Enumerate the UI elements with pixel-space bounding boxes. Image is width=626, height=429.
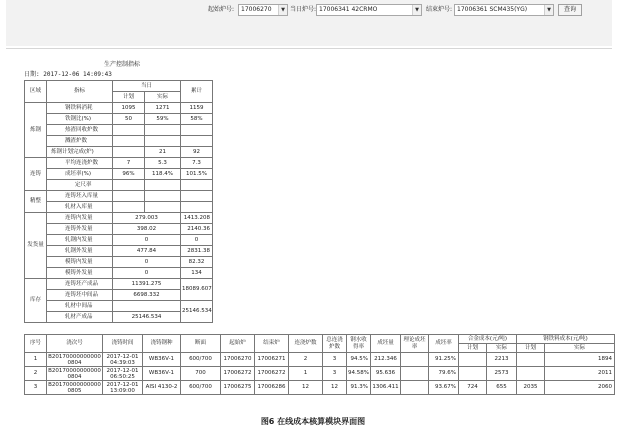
plan-value <box>113 191 145 202</box>
table-row <box>25 246 213 257</box>
cumulative-value: 18089.607 <box>181 279 213 301</box>
seq-cell: 1 <box>25 353 47 367</box>
divider <box>6 48 612 49</box>
header-today: 当日 <box>113 81 181 92</box>
indicator-name: 轧钢外发量 <box>47 246 113 257</box>
first-heats-cell: 3 <box>323 353 347 367</box>
refr-plan-cell <box>517 367 545 381</box>
table-row <box>25 125 213 136</box>
billet-rate-cell: 91.25% <box>429 353 459 367</box>
order-cell: B20170000000000 0804 <box>48 367 101 380</box>
area-cell: 连铸 <box>25 158 47 191</box>
plan-value <box>113 136 145 147</box>
today-value: 6698.332 <box>113 290 181 301</box>
header-refr-cost: 钢铁料成本(元/吨) <box>517 335 615 344</box>
end-cell: 17006286 <box>255 381 289 395</box>
date-label: 日期: <box>24 71 40 78</box>
chevron-down-icon[interactable]: ▼ <box>544 5 553 15</box>
casting-detail-table <box>24 334 615 395</box>
header-cumulative: 累计 <box>181 81 213 103</box>
indicator-name: 轧材中间品 <box>47 301 113 312</box>
indicator-name: 连铸内发量 <box>47 213 113 224</box>
indicator-name: 模铸内发量 <box>47 257 113 268</box>
actual-value: 59% <box>145 114 181 125</box>
table-row <box>25 213 213 224</box>
indicator-name: 轧材入库量 <box>47 202 113 213</box>
theory-rate-cell <box>401 381 429 395</box>
order-cell: B20170000000000 0805 <box>48 381 101 394</box>
today-value <box>113 301 181 312</box>
indicator-name: 连铸外发量 <box>47 224 113 235</box>
indicator-name: 平均连浇炉数 <box>47 158 113 169</box>
actual-value <box>145 191 181 202</box>
area-cell: 发货量 <box>25 213 47 279</box>
cumulative-value: 58% <box>181 114 213 125</box>
table-row <box>25 103 213 114</box>
header-area: 区域 <box>25 81 47 103</box>
table-row[interactable] <box>25 353 615 367</box>
theory-rate-cell <box>401 353 429 367</box>
first-heats-cell: 3 <box>323 367 347 381</box>
today-value: 477.84 <box>113 246 181 257</box>
heats-cell: 12 <box>289 381 323 395</box>
section-cell: 700 <box>181 367 221 381</box>
header-start: 起始炉 <box>221 335 255 353</box>
billet-qty-cell: 1306.411 <box>371 381 401 395</box>
table-row <box>25 136 213 147</box>
cumulative-value: 1413.208 <box>181 213 213 224</box>
table-row <box>25 169 213 180</box>
indicator-name: 连铸坯入库量 <box>47 191 113 202</box>
cumulative-value <box>181 202 213 213</box>
end-heat-value: 17006361 SCM435(YG) <box>457 6 528 13</box>
grade-cell: WB36V-1 <box>143 353 181 367</box>
plan-value: 96% <box>113 169 145 180</box>
indicator-name: 溅渣炉数 <box>47 136 113 147</box>
indicator-name: 连铸坯中间品 <box>47 290 113 301</box>
indicator-name: 炼钢计划完成(炉) <box>47 147 113 158</box>
cumulative-value: 25146.534 <box>181 301 213 323</box>
indicator-name: 定尺率 <box>47 180 113 191</box>
actual-value: 118.4% <box>145 169 181 180</box>
table-row <box>25 268 213 279</box>
cumulative-value: 134 <box>181 268 213 279</box>
plan-value <box>113 147 145 158</box>
indicator-name: 轧材产成品 <box>47 312 113 323</box>
cumulative-value <box>181 191 213 202</box>
today-value: 25146.534 <box>113 312 181 323</box>
refr-actual-cell: 1894 <box>545 353 615 367</box>
header-yield-ratio: 钢水收得率 <box>347 335 371 353</box>
figure-caption: 图6 在线成本核算模块界面图 <box>260 417 366 426</box>
end-heat-label: 结束炉号: <box>426 6 453 13</box>
alloy-actual-cell: 2573 <box>487 367 517 381</box>
heats-cell: 1 <box>289 367 323 381</box>
header-billet-qty: 成坯量 <box>371 335 401 353</box>
cumulative-value: 92 <box>181 147 213 158</box>
actual-value <box>145 180 181 191</box>
header-end: 结束炉 <box>255 335 289 353</box>
date-row <box>24 71 112 79</box>
cumulative-value: 0 <box>181 235 213 246</box>
actual-value: 1271 <box>145 103 181 114</box>
header-grade: 浇铸钢种 <box>143 335 181 353</box>
table-row[interactable] <box>25 381 615 395</box>
header-theory-rate: 理论成坯率 <box>401 335 429 353</box>
seq-cell: 2 <box>25 367 47 381</box>
cumulative-value: 2140.36 <box>181 224 213 235</box>
actual-value <box>145 136 181 147</box>
billet-qty-cell: 95.636 <box>371 367 401 381</box>
filter-bar <box>6 0 612 46</box>
alloy-plan-cell <box>459 367 487 381</box>
today-value: 279.003 <box>113 213 181 224</box>
refr-actual-cell: 2060 <box>545 381 615 395</box>
today-value: 398.02 <box>113 224 181 235</box>
header-order: 浇次号 <box>47 335 103 353</box>
start-cell: 17006272 <box>221 367 255 381</box>
end-cell: 17006272 <box>255 367 289 381</box>
plan-value <box>113 202 145 213</box>
theory-rate-cell <box>401 367 429 381</box>
current-heat-label: 当日炉号: <box>290 6 317 13</box>
plan-value <box>113 180 145 191</box>
heats-cell: 2 <box>289 353 323 367</box>
section-cell: 600/700 <box>181 353 221 367</box>
actual-value <box>145 202 181 213</box>
time-cell: 2017-12-01 04:39:03 <box>103 353 143 367</box>
table-row <box>25 158 213 169</box>
alloy-plan-cell <box>459 353 487 367</box>
grade-cell: WB36V-1 <box>143 367 181 381</box>
header-time: 浇铸时间 <box>103 335 143 353</box>
time-cell: 2017-12-01 06:50:25 <box>103 367 143 381</box>
start-cell: 17006275 <box>221 381 255 395</box>
header-plan: 计划 <box>113 92 145 103</box>
section-cell: 600/700 <box>181 381 221 395</box>
table-row <box>25 191 213 202</box>
header-billet-rate: 成坯率 <box>429 335 459 353</box>
header-heats: 连浇炉数 <box>289 335 323 353</box>
start-heat-select[interactable] <box>238 4 288 16</box>
header-alloy-plan: 计划 <box>459 344 487 353</box>
panel-title: 生产控制指标 <box>104 61 141 68</box>
area-cell: 库存 <box>25 279 47 323</box>
today-value: 11391.275 <box>113 279 181 290</box>
indicator-name: 热渣回收炉数 <box>47 125 113 136</box>
actual-value: 5.3 <box>145 158 181 169</box>
header-alloy-cost: 合金成本(元/吨) <box>459 335 517 344</box>
refr-plan-cell <box>517 353 545 367</box>
cumulative-value: 82.32 <box>181 257 213 268</box>
actual-value <box>145 125 181 136</box>
end-heat-select[interactable] <box>454 4 554 16</box>
query-button[interactable]: 查询 <box>558 4 582 16</box>
header-refr-plan: 计划 <box>517 344 545 353</box>
cumulative-value: 101.5% <box>181 169 213 180</box>
table-row <box>25 301 213 312</box>
end-cell: 17006271 <box>255 353 289 367</box>
billet-rate-cell: 93.67% <box>429 381 459 395</box>
chevron-down-icon[interactable]: ▼ <box>412 5 421 15</box>
today-value: 0 <box>113 257 181 268</box>
start-heat-label: 起始炉号: <box>208 6 235 13</box>
order-cell: B20170000000000 0804 <box>48 353 101 366</box>
yield-cell: 94.58% <box>347 367 371 381</box>
refr-plan-cell: 2035 <box>517 381 545 395</box>
date-value: 2017-12-06 14:09:43 <box>43 71 112 78</box>
indicator-name: 连铸坯产成品 <box>47 279 113 290</box>
yield-cell: 94.5% <box>347 353 371 367</box>
indicator-name: 铁钢比(%) <box>47 114 113 125</box>
table-row <box>25 202 213 213</box>
alloy-actual-cell: 655 <box>487 381 517 395</box>
table-row <box>25 235 213 246</box>
current-heat-select[interactable] <box>316 4 422 16</box>
alloy-actual-cell: 2213 <box>487 353 517 367</box>
today-value: 0 <box>113 235 181 246</box>
actual-value: 21 <box>145 147 181 158</box>
today-value: 0 <box>113 268 181 279</box>
cumulative-value: 2831.38 <box>181 246 213 257</box>
plan-value: 50 <box>113 114 145 125</box>
table-row[interactable] <box>25 367 615 381</box>
table-row <box>25 180 213 191</box>
cumulative-value <box>181 180 213 191</box>
time-cell: 2017-12-01 13:09:00 <box>103 381 143 395</box>
current-heat-value: 17006341 42CRMO <box>319 6 378 13</box>
table-row <box>25 257 213 268</box>
billet-rate-cell: 79.6% <box>429 367 459 381</box>
plan-value: 7 <box>113 158 145 169</box>
header-refr-actual: 实际 <box>545 344 615 353</box>
indicator-name: 成坯率(%) <box>47 169 113 180</box>
table-row <box>25 147 213 158</box>
table-row <box>25 114 213 125</box>
first-heats-cell: 12 <box>323 381 347 395</box>
header-first-heats: 总连浇炉数 <box>323 335 347 353</box>
indicator-name: 模铸外发量 <box>47 268 113 279</box>
plan-value <box>113 125 145 136</box>
area-cell: 炼钢 <box>25 103 47 158</box>
cumulative-value <box>181 125 213 136</box>
billet-qty-cell: 212.346 <box>371 353 401 367</box>
table-row <box>25 224 213 235</box>
indicator-name: 钢铁料消耗 <box>47 103 113 114</box>
chevron-down-icon[interactable]: ▼ <box>278 5 287 15</box>
cumulative-value: 7.3 <box>181 158 213 169</box>
header-seq: 序号 <box>25 335 47 353</box>
table-row <box>25 279 213 290</box>
alloy-plan-cell: 724 <box>459 381 487 395</box>
header-section: 断面 <box>181 335 221 353</box>
start-heat-value: 17006270 <box>241 6 272 13</box>
indicator-name: 轧钢内发量 <box>47 235 113 246</box>
cumulative-value: 1159 <box>181 103 213 114</box>
header-indicator: 指标 <box>47 81 113 103</box>
cumulative-value <box>181 136 213 147</box>
seq-cell: 3 <box>25 381 47 395</box>
header-alloy-actual: 实际 <box>487 344 517 353</box>
production-metrics-table <box>24 80 213 323</box>
start-cell: 17006270 <box>221 353 255 367</box>
refr-actual-cell: 2011 <box>545 367 615 381</box>
header-actual: 实际 <box>145 92 181 103</box>
area-cell: 精整 <box>25 191 47 213</box>
yield-cell: 91.3% <box>347 381 371 395</box>
grade-cell: AISI 4130-2 <box>143 381 181 395</box>
plan-value: 1095 <box>113 103 145 114</box>
